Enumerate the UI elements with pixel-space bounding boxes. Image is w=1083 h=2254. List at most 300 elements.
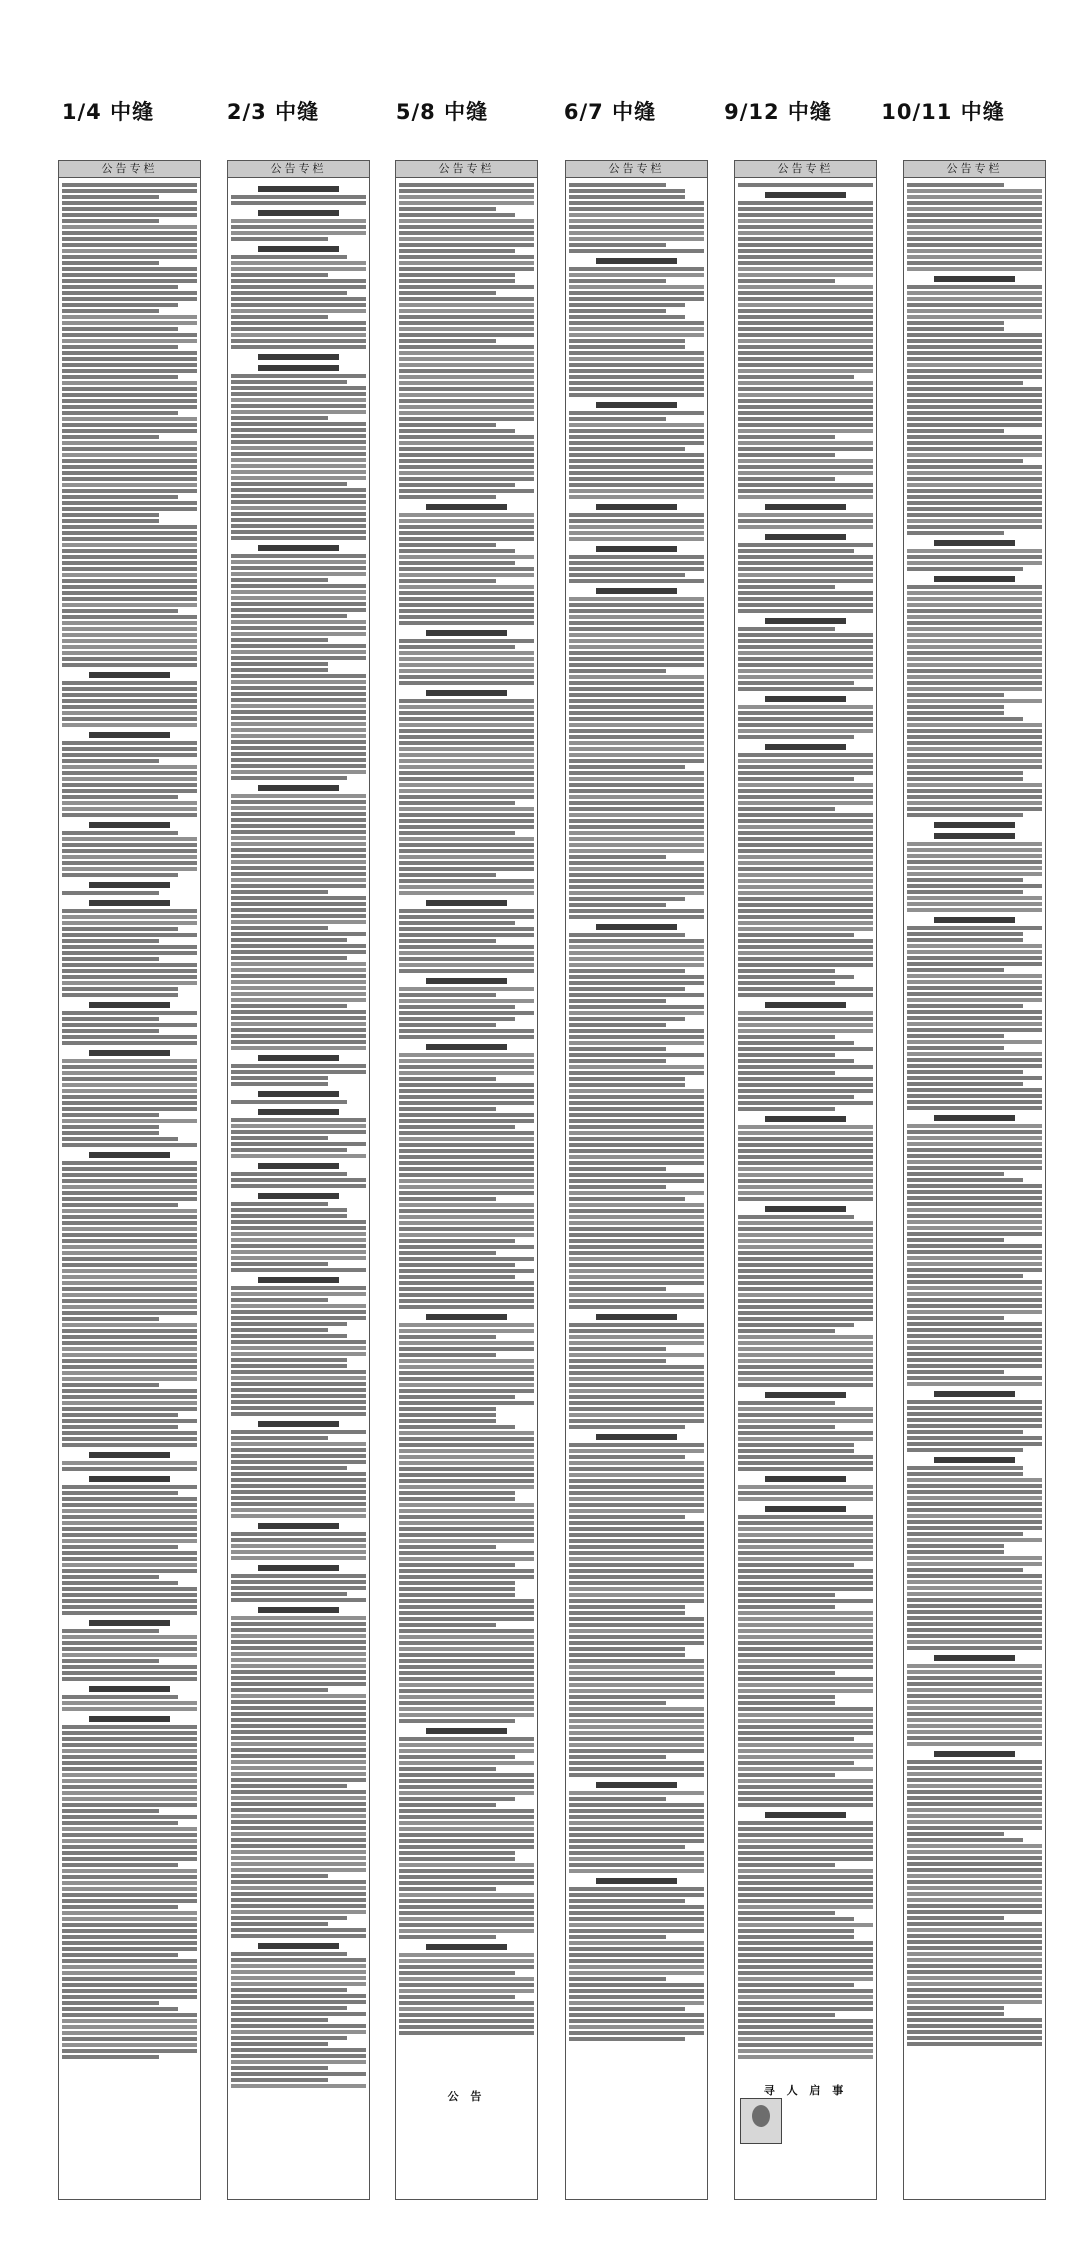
text-line — [738, 1515, 873, 1519]
text-line — [907, 705, 1004, 709]
text-line — [62, 567, 197, 571]
text-line — [569, 1701, 666, 1705]
text-line — [738, 1695, 835, 1699]
text-line — [738, 861, 873, 865]
text-line — [738, 369, 873, 373]
text-line — [62, 1125, 159, 1129]
text-line — [738, 543, 873, 547]
text-line — [231, 1064, 366, 1068]
text-line — [399, 1347, 534, 1351]
text-line — [569, 1563, 704, 1567]
text-line — [907, 417, 1042, 421]
text-line — [907, 986, 1042, 990]
text-line — [569, 663, 704, 667]
text-line — [569, 999, 666, 1003]
text-line — [231, 261, 366, 265]
text-line — [569, 1281, 704, 1285]
text-line — [399, 1425, 515, 1429]
section-heading — [258, 210, 339, 216]
section-heading — [426, 630, 507, 636]
text-line — [569, 1089, 704, 1093]
text-line — [399, 1365, 534, 1369]
text-line — [399, 1173, 534, 1177]
text-line — [569, 1809, 704, 1813]
text-line — [399, 1653, 534, 1657]
text-line — [907, 777, 1023, 781]
text-line — [62, 459, 197, 463]
text-line — [231, 482, 347, 486]
text-line — [399, 1305, 534, 1309]
text-line — [62, 303, 178, 307]
text-line — [907, 399, 1042, 403]
text-line — [569, 345, 685, 349]
text-line — [907, 783, 1042, 787]
text-line — [231, 1400, 366, 1404]
text-line — [738, 243, 873, 247]
text-line — [569, 1863, 704, 1867]
text-line — [231, 1778, 366, 1782]
text-line — [738, 681, 854, 685]
text-line — [231, 1370, 366, 1374]
text-line — [231, 506, 366, 510]
text-line — [569, 807, 704, 811]
text-line — [907, 998, 1042, 1002]
text-line — [738, 759, 873, 763]
text-line — [738, 1443, 854, 1447]
text-line — [399, 231, 534, 235]
text-line — [569, 1305, 704, 1309]
text-line — [569, 2019, 704, 2023]
text-line — [231, 440, 366, 444]
text-line — [569, 861, 704, 865]
text-line — [738, 975, 854, 979]
text-line — [62, 873, 178, 877]
text-line — [62, 1107, 197, 1111]
text-line — [399, 471, 534, 475]
text-line — [907, 1694, 1042, 1698]
text-line — [231, 872, 366, 876]
text-line — [738, 1851, 873, 1855]
text-line — [738, 267, 873, 271]
text-line — [62, 1995, 197, 1999]
text-line — [62, 1497, 197, 1501]
strip-header: 公告专栏 — [566, 161, 707, 178]
text-line — [907, 183, 1004, 187]
text-line — [62, 213, 197, 217]
text-line — [569, 615, 704, 619]
text-line — [907, 1226, 1042, 1230]
text-line — [399, 2019, 534, 2023]
text-line — [907, 1928, 1042, 1932]
text-line — [399, 417, 534, 421]
text-line — [569, 1677, 704, 1681]
text-line — [738, 1761, 854, 1765]
text-line — [62, 837, 197, 841]
text-line — [231, 812, 366, 816]
text-line — [399, 1773, 534, 1777]
text-line — [907, 1184, 1042, 1188]
text-line — [738, 417, 873, 421]
text-line — [738, 1677, 873, 1681]
text-line — [62, 765, 197, 769]
text-line — [231, 1364, 347, 1368]
text-line — [399, 1323, 534, 1327]
text-line — [738, 1929, 854, 1933]
text-line — [231, 896, 366, 900]
text-line — [738, 1449, 854, 1453]
text-line — [569, 333, 704, 337]
text-line — [907, 357, 1042, 361]
text-line — [399, 1413, 496, 1417]
text-line — [399, 1815, 534, 1819]
text-line — [399, 951, 534, 955]
text-line — [907, 363, 1042, 367]
text-line — [907, 1988, 1042, 1992]
text-line — [738, 1953, 873, 1957]
text-line — [399, 189, 534, 193]
text-line — [738, 1101, 873, 1105]
section-heading — [258, 1193, 339, 1199]
text-line — [738, 363, 873, 367]
text-line — [738, 879, 873, 883]
text-line — [907, 1868, 1042, 1872]
text-line — [231, 303, 366, 307]
text-line — [399, 1491, 515, 1495]
text-line — [907, 1664, 1042, 1668]
text-line — [738, 1233, 873, 1237]
text-line — [738, 1617, 873, 1621]
text-line — [569, 675, 704, 679]
text-line — [738, 2013, 835, 2017]
text-line — [569, 1341, 704, 1345]
section-heading — [426, 504, 507, 510]
text-line — [399, 1407, 496, 1411]
text-line — [231, 536, 366, 540]
text-line — [738, 1419, 873, 1423]
text-line — [399, 363, 534, 367]
text-line — [907, 315, 1042, 319]
text-line — [62, 1641, 197, 1645]
text-line — [399, 1389, 534, 1393]
section-heading — [89, 1452, 170, 1458]
text-line — [399, 243, 534, 247]
text-line — [738, 1071, 835, 1075]
text-line — [399, 381, 534, 385]
column-title-1: 1/4 中缝 — [61, 100, 155, 124]
section-heading — [258, 1055, 339, 1061]
text-line — [399, 1863, 534, 1867]
text-line — [738, 2049, 873, 2053]
text-line — [907, 1124, 1042, 1128]
text-line — [907, 249, 1042, 253]
text-line — [231, 758, 366, 762]
text-line — [738, 1179, 873, 1183]
text-line — [231, 1076, 328, 1080]
text-line — [399, 615, 534, 619]
text-line — [399, 441, 534, 445]
text-line — [231, 2018, 328, 2022]
text-line — [399, 1287, 534, 1291]
text-line — [399, 1377, 534, 1381]
text-line — [907, 1058, 1042, 1062]
text-line — [62, 753, 197, 757]
text-line — [569, 1971, 704, 1975]
text-line — [231, 1550, 366, 1554]
text-line — [399, 1857, 515, 1861]
text-line — [231, 1148, 347, 1152]
text-line — [907, 926, 1042, 930]
text-line — [399, 1335, 496, 1339]
text-line — [62, 1743, 197, 1747]
text-line — [907, 1706, 1042, 1710]
text-line — [62, 1965, 197, 1969]
text-line — [738, 783, 873, 787]
text-line — [399, 1533, 534, 1537]
text-line — [738, 249, 873, 253]
text-line — [62, 1953, 178, 1957]
text-line — [231, 1262, 328, 1266]
text-line — [399, 1659, 534, 1663]
text-line — [907, 1496, 1042, 1500]
text-line — [399, 1563, 515, 1567]
text-line — [399, 1557, 534, 1561]
text-line — [907, 2024, 1042, 2028]
text-line — [569, 441, 704, 445]
text-line — [738, 1647, 873, 1651]
text-line — [569, 1821, 704, 1825]
text-line — [569, 1569, 704, 1573]
text-line — [738, 1701, 835, 1705]
text-line — [399, 1803, 496, 1807]
text-line — [738, 1347, 873, 1351]
section-heading — [934, 1655, 1015, 1661]
text-line — [62, 1653, 197, 1657]
text-line — [569, 1887, 704, 1891]
text-line — [399, 519, 534, 523]
text-line — [907, 1274, 1023, 1278]
text-line — [399, 573, 534, 577]
text-line — [399, 1623, 496, 1627]
text-line — [231, 1928, 366, 1932]
text-line — [738, 1371, 873, 1375]
text-line — [738, 1731, 873, 1735]
text-line — [231, 428, 366, 432]
text-line — [907, 1730, 1042, 1734]
text-line — [399, 603, 534, 607]
text-line — [907, 1742, 1042, 1746]
text-line — [569, 1335, 704, 1339]
text-line — [907, 896, 1042, 900]
text-line — [907, 1376, 1042, 1380]
text-line — [907, 1490, 1042, 1494]
text-line — [907, 1772, 1042, 1776]
text-line — [738, 849, 873, 853]
text-line — [231, 404, 366, 408]
text-line — [231, 926, 328, 930]
text-line — [62, 249, 197, 253]
text-line — [399, 1599, 534, 1603]
text-line — [907, 429, 1004, 433]
text-line — [231, 1484, 366, 1488]
text-line — [62, 477, 197, 481]
text-line — [231, 1688, 328, 1692]
text-line — [569, 1767, 704, 1771]
text-line — [231, 1598, 366, 1602]
text-line — [399, 543, 496, 547]
text-line — [907, 261, 1042, 265]
text-line — [907, 789, 1042, 793]
text-line — [231, 704, 366, 708]
text-line — [231, 1454, 366, 1458]
section-heading — [596, 924, 677, 930]
text-line — [907, 1814, 1042, 1818]
text-line — [907, 1136, 1042, 1140]
text-line — [569, 657, 704, 661]
text-line — [231, 584, 366, 588]
text-line — [62, 597, 197, 601]
text-line — [62, 1545, 178, 1549]
text-line — [569, 273, 704, 277]
text-line — [231, 1970, 366, 1974]
text-line — [569, 783, 704, 787]
text-line — [399, 1737, 534, 1741]
text-line — [62, 1611, 197, 1615]
text-line — [231, 668, 328, 672]
text-line — [907, 1022, 1042, 1026]
text-line — [569, 1617, 704, 1621]
text-line — [907, 1844, 1042, 1848]
text-line — [62, 1809, 159, 1813]
text-line — [569, 939, 704, 943]
text-line — [738, 1401, 835, 1405]
text-line — [399, 1587, 515, 1591]
text-line — [62, 627, 197, 631]
text-line — [62, 1341, 197, 1345]
text-line — [399, 1611, 534, 1615]
text-line — [569, 387, 704, 391]
text-line — [738, 1365, 873, 1369]
text-line — [231, 1100, 347, 1104]
text-line — [62, 1131, 159, 1135]
text-line — [569, 1575, 704, 1579]
text-line — [399, 1665, 534, 1669]
text-line — [907, 1604, 1042, 1608]
text-line — [907, 1892, 1042, 1896]
text-line — [62, 1329, 197, 1333]
text-line — [738, 213, 873, 217]
text-line — [907, 1634, 1042, 1638]
text-line — [231, 1988, 347, 1992]
text-line — [738, 1923, 873, 1927]
text-line — [231, 1922, 328, 1926]
text-line — [738, 657, 873, 661]
text-line — [907, 519, 1042, 523]
text-line — [569, 453, 704, 457]
text-line — [399, 1455, 534, 1459]
section-heading — [765, 192, 846, 198]
text-line — [569, 1539, 704, 1543]
text-line — [738, 1059, 854, 1063]
text-line — [62, 1989, 197, 1993]
text-line — [738, 1575, 873, 1579]
text-line — [231, 237, 328, 241]
text-line — [907, 1250, 1042, 1254]
section-heading — [426, 1728, 507, 1734]
section-heading — [765, 618, 846, 624]
text-line — [231, 1316, 366, 1320]
text-line — [907, 1616, 1042, 1620]
text-line — [62, 381, 197, 385]
text-line — [399, 1845, 534, 1849]
text-line — [231, 620, 366, 624]
text-line — [738, 1671, 835, 1675]
text-line — [738, 987, 873, 991]
text-line — [907, 207, 1042, 211]
text-line — [569, 1011, 704, 1015]
text-line — [62, 1521, 197, 1525]
text-line — [907, 1424, 1042, 1428]
section-heading — [89, 822, 170, 828]
text-line — [738, 573, 873, 577]
text-line — [62, 465, 197, 469]
text-line — [231, 446, 366, 450]
text-line — [738, 639, 873, 643]
text-line — [62, 1941, 197, 1945]
text-line — [907, 585, 1042, 589]
text-line — [399, 1293, 534, 1297]
text-line — [399, 1005, 515, 1009]
text-line — [907, 651, 1042, 655]
text-line — [569, 1755, 666, 1759]
text-line — [62, 1731, 197, 1735]
text-line — [231, 1544, 366, 1548]
text-line — [738, 1161, 873, 1165]
text-line — [569, 1713, 704, 1717]
text-line — [907, 968, 1004, 972]
text-line — [569, 243, 666, 247]
text-line — [399, 711, 534, 715]
text-line — [399, 1257, 534, 1261]
text-line — [399, 651, 534, 655]
text-line — [738, 1131, 873, 1135]
text-line — [231, 1466, 347, 1470]
text-line — [62, 1923, 197, 1927]
text-line — [62, 2031, 197, 2035]
text-line — [907, 1244, 1042, 1248]
text-line — [738, 981, 835, 985]
text-line — [569, 1173, 704, 1177]
text-line — [907, 890, 1023, 894]
section-heading — [258, 365, 339, 371]
text-line — [569, 1365, 704, 1369]
text-line — [62, 741, 197, 745]
text-line — [399, 285, 534, 289]
text-line — [62, 207, 197, 211]
text-line — [62, 1359, 197, 1363]
text-line — [738, 597, 873, 601]
text-line — [399, 1017, 515, 1021]
text-line — [738, 297, 873, 301]
text-line — [399, 513, 534, 517]
text-line — [738, 729, 873, 733]
text-line — [738, 1257, 873, 1261]
text-line — [62, 561, 197, 565]
text-line — [569, 1143, 704, 1147]
text-line — [62, 681, 197, 685]
text-line — [62, 1395, 197, 1399]
text-line — [738, 1467, 873, 1471]
text-line — [569, 1599, 704, 1603]
